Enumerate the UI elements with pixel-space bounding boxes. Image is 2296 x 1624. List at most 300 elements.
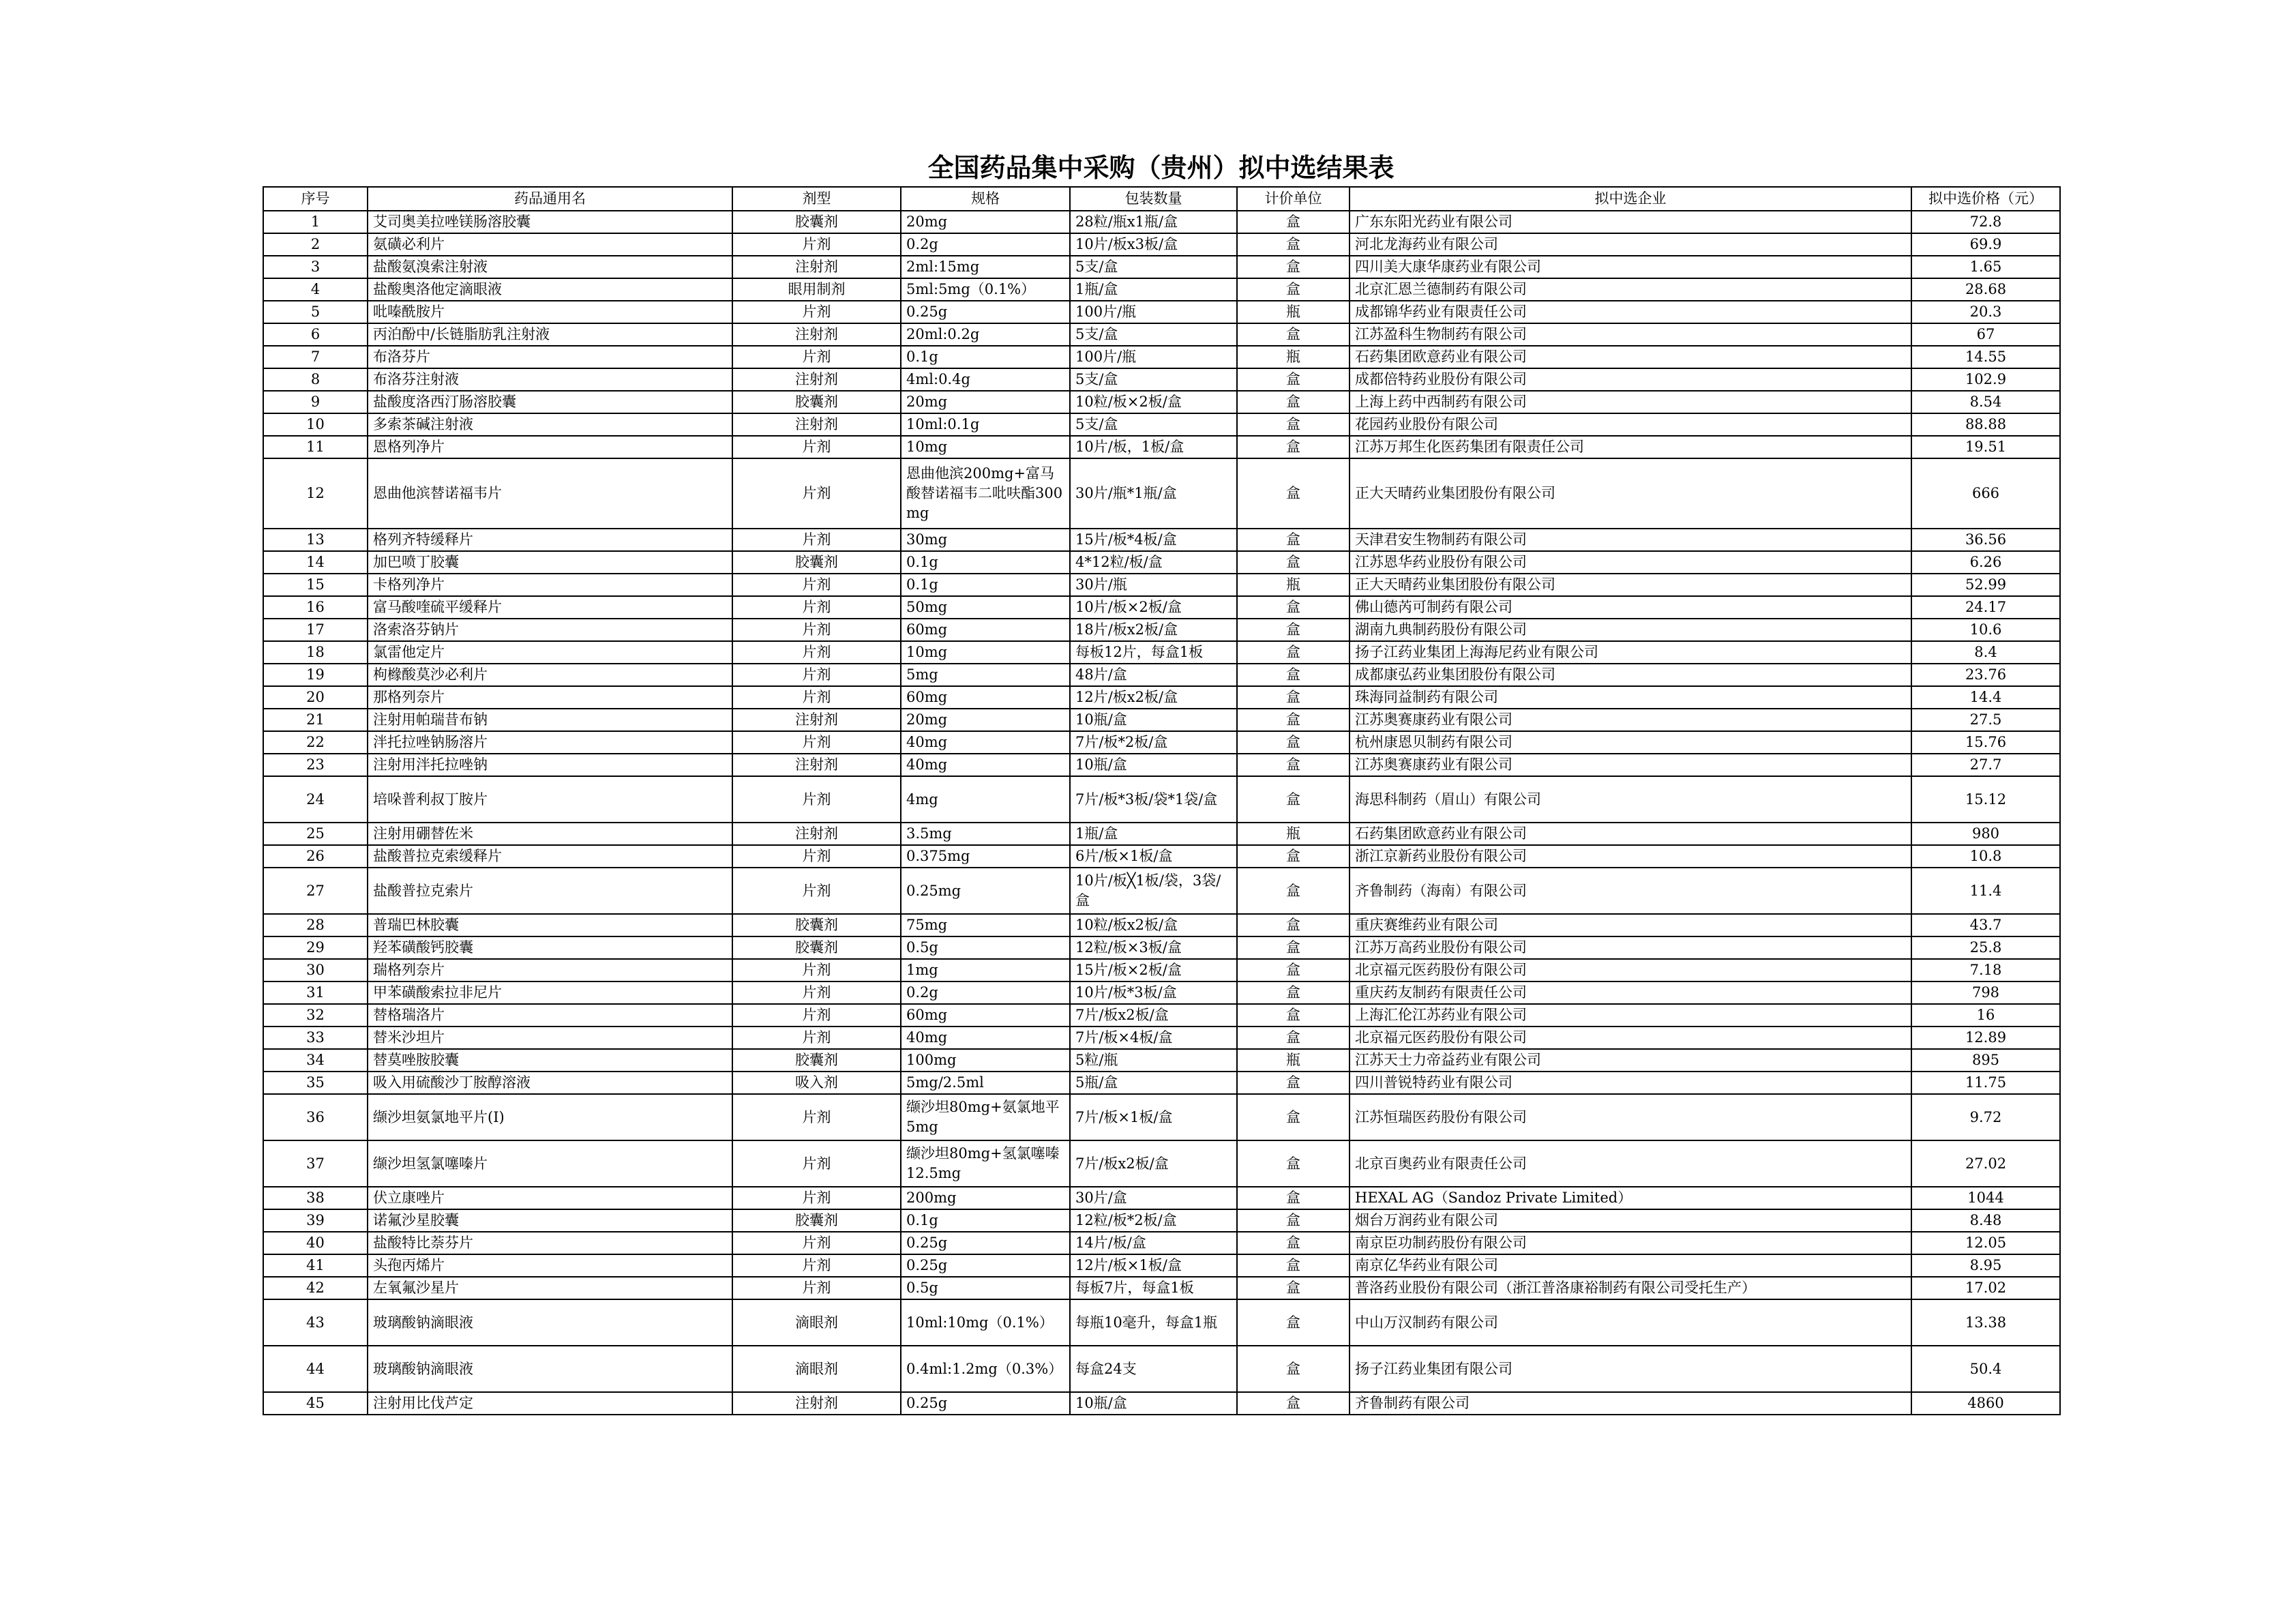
cell-drug-name: 盐酸普拉克索片: [368, 868, 732, 914]
cell-dosage-form: 胶囊剂: [732, 1049, 901, 1072]
cell-specification: 缬沙坦80mg+氢氯噻嗪12.5mg: [901, 1140, 1070, 1187]
cell-unit: 盒: [1237, 936, 1350, 959]
cell-package: 7片/板×1板/盒: [1070, 1094, 1237, 1140]
cell-package: 30片/盒: [1070, 1187, 1237, 1209]
cell-drug-name: 替格瑞洛片: [368, 1004, 732, 1027]
cell-drug-name: 布洛芬片: [368, 346, 732, 368]
cell-unit: 盒: [1237, 1277, 1350, 1299]
cell-unit: 盒: [1237, 1094, 1350, 1140]
cell-unit: 盒: [1237, 1346, 1350, 1392]
cell-package: 1瓶/盒: [1070, 823, 1237, 845]
cell-index: 44: [263, 1346, 368, 1392]
cell-price: 52.99: [1911, 574, 2060, 596]
cell-dosage-form: 胶囊剂: [732, 551, 901, 574]
cell-unit: 盒: [1237, 529, 1350, 551]
cell-price: 1.65: [1911, 256, 2060, 278]
cell-index: 41: [263, 1254, 368, 1277]
cell-price: 20.3: [1911, 301, 2060, 323]
cell-specification: 0.25g: [901, 1254, 1070, 1277]
cell-index: 35: [263, 1072, 368, 1094]
cell-specification: 30mg: [901, 529, 1070, 551]
cell-specification: 20mg: [901, 391, 1070, 413]
table-row: [263, 959, 2060, 981]
col-header-specification: 规格: [901, 187, 1070, 211]
cell-price: 16: [1911, 1004, 2060, 1027]
cell-package: 10片/板╳1板/袋，3袋/盒: [1070, 868, 1237, 914]
table-row: [263, 914, 2060, 936]
table-row: [263, 823, 2060, 845]
col-header-index: 序号: [263, 187, 368, 211]
cell-index: 18: [263, 641, 368, 664]
cell-specification: 20ml:0.2g: [901, 323, 1070, 346]
cell-specification: 0.25g: [901, 301, 1070, 323]
cell-price: 10.6: [1911, 619, 2060, 641]
table-row: [263, 1209, 2060, 1232]
cell-drug-name: 富马酸喹硫平缓释片: [368, 596, 732, 619]
cell-company: 天津君安生物制药有限公司: [1350, 529, 1911, 551]
cell-index: 19: [263, 664, 368, 686]
cell-price: 28.68: [1911, 278, 2060, 301]
cell-specification: 10ml:0.1g: [901, 413, 1070, 436]
cell-specification: 40mg: [901, 731, 1070, 754]
table-row: [263, 551, 2060, 574]
cell-price: 17.02: [1911, 1277, 2060, 1299]
table-row: [263, 1027, 2060, 1049]
col-header-dosage-form: 剂型: [732, 187, 901, 211]
cell-price: 6.26: [1911, 551, 2060, 574]
cell-specification: 0.5g: [901, 936, 1070, 959]
cell-drug-name: 左氧氟沙星片: [368, 1277, 732, 1299]
cell-index: 43: [263, 1299, 368, 1346]
cell-price: 7.18: [1911, 959, 2060, 981]
cell-company: 重庆药友制药有限责任公司: [1350, 981, 1911, 1004]
cell-dosage-form: 滴眼剂: [732, 1299, 901, 1346]
cell-drug-name: 恩曲他滨替诺福韦片: [368, 458, 732, 529]
cell-dosage-form: 片剂: [732, 1254, 901, 1277]
cell-company: 成都锦华药业有限责任公司: [1350, 301, 1911, 323]
cell-package: 7片/板x2板/盒: [1070, 1140, 1237, 1187]
cell-package: 100片/瓶: [1070, 346, 1237, 368]
table-row: [263, 1187, 2060, 1209]
table-row: [263, 1232, 2060, 1254]
cell-specification: 10mg: [901, 641, 1070, 664]
cell-dosage-form: 片剂: [732, 346, 901, 368]
table-row: [263, 1392, 2060, 1415]
cell-specification: 4mg: [901, 776, 1070, 823]
cell-index: 22: [263, 731, 368, 754]
cell-package: 15片/板*4板/盒: [1070, 529, 1237, 551]
cell-company: 普洛药业股份有限公司（浙江普洛康裕制药有限公司受托生产）: [1350, 1277, 1911, 1299]
cell-price: 9.72: [1911, 1094, 2060, 1140]
cell-package: 48片/盒: [1070, 664, 1237, 686]
cell-drug-name: 普瑞巴林胶囊: [368, 914, 732, 936]
table-row: [263, 436, 2060, 458]
cell-index: 34: [263, 1049, 368, 1072]
cell-dosage-form: 片剂: [732, 1140, 901, 1187]
cell-specification: 20mg: [901, 211, 1070, 233]
cell-index: 26: [263, 845, 368, 868]
table-row: [263, 596, 2060, 619]
cell-price: 13.38: [1911, 1299, 2060, 1346]
cell-drug-name: 甲苯磺酸索拉非尼片: [368, 981, 732, 1004]
cell-package: 5支/盒: [1070, 368, 1237, 391]
cell-unit: 盒: [1237, 754, 1350, 776]
cell-specification: 0.25mg: [901, 868, 1070, 914]
cell-specification: 0.375mg: [901, 845, 1070, 868]
table-row: [263, 278, 2060, 301]
cell-index: 36: [263, 1094, 368, 1140]
cell-unit: 瓶: [1237, 346, 1350, 368]
cell-specification: 0.2g: [901, 233, 1070, 256]
cell-drug-name: 盐酸特比萘芬片: [368, 1232, 732, 1254]
table-row: [263, 709, 2060, 731]
cell-package: 15片/板×2板/盒: [1070, 959, 1237, 981]
cell-drug-name: 氯雷他定片: [368, 641, 732, 664]
cell-unit: 瓶: [1237, 574, 1350, 596]
cell-specification: 0.1g: [901, 346, 1070, 368]
cell-index: 3: [263, 256, 368, 278]
cell-index: 38: [263, 1187, 368, 1209]
cell-dosage-form: 片剂: [732, 596, 901, 619]
cell-company: 江苏恩华药业股份有限公司: [1350, 551, 1911, 574]
table-row: [263, 346, 2060, 368]
cell-dosage-form: 片剂: [732, 1277, 901, 1299]
cell-package: 5粒/瓶: [1070, 1049, 1237, 1072]
cell-company: 北京福元医药股份有限公司: [1350, 959, 1911, 981]
cell-specification: 10ml:10mg（0.1%）: [901, 1299, 1070, 1346]
cell-drug-name: 替米沙坦片: [368, 1027, 732, 1049]
cell-unit: 盒: [1237, 981, 1350, 1004]
cell-index: 40: [263, 1232, 368, 1254]
cell-price: 12.05: [1911, 1232, 2060, 1254]
cell-company: 南京臣功制药股份有限公司: [1350, 1232, 1911, 1254]
cell-price: 11.75: [1911, 1072, 2060, 1094]
cell-unit: 盒: [1237, 1254, 1350, 1277]
cell-specification: 40mg: [901, 1027, 1070, 1049]
cell-dosage-form: 吸入剂: [732, 1072, 901, 1094]
cell-dosage-form: 片剂: [732, 1027, 901, 1049]
cell-unit: 盒: [1237, 413, 1350, 436]
cell-price: 27.7: [1911, 754, 2060, 776]
cell-drug-name: 羟苯磺酸钙胶囊: [368, 936, 732, 959]
cell-company: 四川美大康华康药业有限公司: [1350, 256, 1911, 278]
cell-dosage-form: 注射剂: [732, 256, 901, 278]
cell-dosage-form: 注射剂: [732, 823, 901, 845]
cell-index: 4: [263, 278, 368, 301]
cell-specification: 2ml:15mg: [901, 256, 1070, 278]
cell-drug-name: 盐酸度洛西汀肠溶胶囊: [368, 391, 732, 413]
cell-company: 江苏奥赛康药业有限公司: [1350, 754, 1911, 776]
cell-unit: 盒: [1237, 436, 1350, 458]
cell-drug-name: 氨磺必利片: [368, 233, 732, 256]
cell-dosage-form: 滴眼剂: [732, 1346, 901, 1392]
cell-price: 12.89: [1911, 1027, 2060, 1049]
cell-specification: 0.25g: [901, 1392, 1070, 1415]
cell-drug-name: 丙泊酚中/长链脂肪乳注射液: [368, 323, 732, 346]
cell-drug-name: 泮托拉唑钠肠溶片: [368, 731, 732, 754]
cell-unit: 盒: [1237, 845, 1350, 868]
cell-drug-name: 加巴喷丁胶囊: [368, 551, 732, 574]
cell-price: 980: [1911, 823, 2060, 845]
table-row: [263, 574, 2060, 596]
cell-index: 30: [263, 959, 368, 981]
cell-specification: 3.5mg: [901, 823, 1070, 845]
table-row: [263, 981, 2060, 1004]
cell-specification: 0.1g: [901, 551, 1070, 574]
cell-index: 39: [263, 1209, 368, 1232]
cell-dosage-form: 注射剂: [732, 323, 901, 346]
cell-drug-name: 洛索洛芬钠片: [368, 619, 732, 641]
cell-package: 10瓶/盒: [1070, 1392, 1237, 1415]
table-row: [263, 391, 2060, 413]
cell-company: 江苏万邦生化医药集团有限责任公司: [1350, 436, 1911, 458]
cell-unit: 盒: [1237, 1209, 1350, 1232]
cell-price: 15.12: [1911, 776, 2060, 823]
cell-dosage-form: 片剂: [732, 1187, 901, 1209]
cell-dosage-form: 注射剂: [732, 709, 901, 731]
cell-package: 12片/板x2板/盒: [1070, 686, 1237, 709]
cell-specification: 1mg: [901, 959, 1070, 981]
cell-dosage-form: 片剂: [732, 529, 901, 551]
cell-index: 11: [263, 436, 368, 458]
cell-drug-name: 布洛芬注射液: [368, 368, 732, 391]
cell-package: 30片/瓶*1瓶/盒: [1070, 458, 1237, 529]
cell-company: 河北龙海药业有限公司: [1350, 233, 1911, 256]
cell-specification: 50mg: [901, 596, 1070, 619]
cell-dosage-form: 注射剂: [732, 413, 901, 436]
cell-specification: 75mg: [901, 914, 1070, 936]
cell-package: 10片/板*3板/盒: [1070, 981, 1237, 1004]
cell-index: 21: [263, 709, 368, 731]
cell-specification: 0.2g: [901, 981, 1070, 1004]
cell-package: 10瓶/盒: [1070, 709, 1237, 731]
cell-price: 25.8: [1911, 936, 2060, 959]
table-row: [263, 1094, 2060, 1140]
table-row: [263, 1140, 2060, 1187]
cell-dosage-form: 片剂: [732, 868, 901, 914]
cell-dosage-form: 片剂: [732, 981, 901, 1004]
cell-company: 珠海同益制药有限公司: [1350, 686, 1911, 709]
cell-index: 29: [263, 936, 368, 959]
cell-drug-name: 盐酸氨溴索注射液: [368, 256, 732, 278]
cell-package: 每瓶10毫升，每盒1瓶: [1070, 1299, 1237, 1346]
cell-unit: 盒: [1237, 868, 1350, 914]
cell-drug-name: 诺氟沙星胶囊: [368, 1209, 732, 1232]
cell-drug-name: 注射用硼替佐米: [368, 823, 732, 845]
cell-drug-name: 玻璃酸钠滴眼液: [368, 1346, 732, 1392]
cell-dosage-form: 片剂: [732, 686, 901, 709]
cell-package: 每板12片，每盒1板: [1070, 641, 1237, 664]
cell-drug-name: 伏立康唑片: [368, 1187, 732, 1209]
table-row: [263, 233, 2060, 256]
cell-company: 成都倍特药业股份有限公司: [1350, 368, 1911, 391]
table-row: [263, 211, 2060, 233]
cell-price: 15.76: [1911, 731, 2060, 754]
cell-dosage-form: 片剂: [732, 574, 901, 596]
cell-company: 花园药业股份有限公司: [1350, 413, 1911, 436]
col-header-company: 拟中选企业: [1350, 187, 1911, 211]
cell-package: 10片/板，1板/盒: [1070, 436, 1237, 458]
cell-dosage-form: 片剂: [732, 641, 901, 664]
cell-specification: 恩曲他滨200mg+富马酸替诺福韦二吡呋酯300mg: [901, 458, 1070, 529]
cell-dosage-form: 片剂: [732, 1004, 901, 1027]
cell-price: 27.02: [1911, 1140, 2060, 1187]
cell-price: 50.4: [1911, 1346, 2060, 1392]
cell-package: 7片/板×4板/盒: [1070, 1027, 1237, 1049]
cell-price: 666: [1911, 458, 2060, 529]
table-row: [263, 1004, 2060, 1027]
cell-package: 12片/板×1板/盒: [1070, 1254, 1237, 1277]
cell-drug-name: 艾司奥美拉唑镁肠溶胶囊: [368, 211, 732, 233]
cell-dosage-form: 片剂: [732, 1094, 901, 1140]
cell-index: 13: [263, 529, 368, 551]
cell-price: 8.54: [1911, 391, 2060, 413]
cell-package: 28粒/瓶x1瓶/盒: [1070, 211, 1237, 233]
cell-index: 14: [263, 551, 368, 574]
cell-unit: 盒: [1237, 1027, 1350, 1049]
cell-package: 10瓶/盒: [1070, 754, 1237, 776]
cell-company: 扬子江药业集团有限公司: [1350, 1346, 1911, 1392]
cell-company: 北京福元医药股份有限公司: [1350, 1027, 1911, 1049]
cell-dosage-form: 片剂: [732, 959, 901, 981]
table-row: [263, 1049, 2060, 1072]
cell-unit: 盒: [1237, 211, 1350, 233]
cell-index: 9: [263, 391, 368, 413]
cell-specification: 5mg: [901, 664, 1070, 686]
cell-unit: 盒: [1237, 233, 1350, 256]
cell-company: 石药集团欧意药业有限公司: [1350, 823, 1911, 845]
cell-unit: 盒: [1237, 914, 1350, 936]
cell-unit: 盒: [1237, 1299, 1350, 1346]
table-row: [263, 1072, 2060, 1094]
cell-package: 10粒/板×2板/盒: [1070, 391, 1237, 413]
table-body: [263, 211, 2060, 1415]
cell-drug-name: 吸入用硫酸沙丁胺醇溶液: [368, 1072, 732, 1094]
cell-company: 湖南九典制药股份有限公司: [1350, 619, 1911, 641]
cell-package: 4*12粒/板/盒: [1070, 551, 1237, 574]
cell-drug-name: 盐酸奥洛他定滴眼液: [368, 278, 732, 301]
cell-specification: 40mg: [901, 754, 1070, 776]
cell-specification: 0.25g: [901, 1232, 1070, 1254]
cell-drug-name: 缬沙坦氨氯地平片(Ⅰ): [368, 1094, 732, 1140]
cell-index: 25: [263, 823, 368, 845]
cell-package: 6片/板×1板/盒: [1070, 845, 1237, 868]
cell-company: 北京汇恩兰德制药有限公司: [1350, 278, 1911, 301]
cell-dosage-form: 注射剂: [732, 1392, 901, 1415]
cell-company: 齐鲁制药（海南）有限公司: [1350, 868, 1911, 914]
table-row: [263, 641, 2060, 664]
cell-unit: 盒: [1237, 664, 1350, 686]
cell-company: 江苏万高药业股份有限公司: [1350, 936, 1911, 959]
cell-index: 20: [263, 686, 368, 709]
cell-index: 2: [263, 233, 368, 256]
cell-company: 广东东阳光药业有限公司: [1350, 211, 1911, 233]
cell-package: 5支/盒: [1070, 256, 1237, 278]
cell-package: 12粒/板×3板/盒: [1070, 936, 1237, 959]
cell-price: 8.4: [1911, 641, 2060, 664]
cell-unit: 盒: [1237, 596, 1350, 619]
cell-index: 27: [263, 868, 368, 914]
cell-index: 31: [263, 981, 368, 1004]
cell-unit: 盒: [1237, 256, 1350, 278]
cell-package: 7片/板x2板/盒: [1070, 1004, 1237, 1027]
results-table: [263, 186, 2061, 1415]
cell-drug-name: 格列齐特缓释片: [368, 529, 732, 551]
table-row: [263, 301, 2060, 323]
table-row: [263, 619, 2060, 641]
table-row: [263, 1254, 2060, 1277]
cell-price: 19.51: [1911, 436, 2060, 458]
cell-unit: 盒: [1237, 1140, 1350, 1187]
cell-drug-name: 卡格列净片: [368, 574, 732, 596]
table-row: [263, 368, 2060, 391]
table-row: [263, 458, 2060, 529]
cell-index: 10: [263, 413, 368, 436]
cell-price: 4860: [1911, 1392, 2060, 1415]
cell-index: 1: [263, 211, 368, 233]
cell-package: 12粒/板*2板/盒: [1070, 1209, 1237, 1232]
cell-package: 5支/盒: [1070, 413, 1237, 436]
cell-dosage-form: 胶囊剂: [732, 936, 901, 959]
cell-dosage-form: 片剂: [732, 776, 901, 823]
cell-company: HEXAL AG（Sandoz Private Limited）: [1350, 1187, 1911, 1209]
cell-index: 45: [263, 1392, 368, 1415]
cell-unit: 盒: [1237, 1072, 1350, 1094]
cell-index: 24: [263, 776, 368, 823]
col-header-package: 包装数量: [1070, 187, 1237, 211]
cell-price: 14.55: [1911, 346, 2060, 368]
cell-dosage-form: 胶囊剂: [732, 211, 901, 233]
cell-unit: 盒: [1237, 686, 1350, 709]
cell-unit: 盒: [1237, 776, 1350, 823]
cell-unit: 盒: [1237, 323, 1350, 346]
cell-index: 32: [263, 1004, 368, 1027]
cell-company: 烟台万润药业有限公司: [1350, 1209, 1911, 1232]
cell-unit: 瓶: [1237, 1049, 1350, 1072]
cell-package: 30片/瓶: [1070, 574, 1237, 596]
cell-unit: 盒: [1237, 731, 1350, 754]
cell-company: 北京百奥药业有限责任公司: [1350, 1140, 1911, 1187]
cell-dosage-form: 注射剂: [732, 368, 901, 391]
cell-drug-name: 吡嗪酰胺片: [368, 301, 732, 323]
cell-dosage-form: 片剂: [732, 1232, 901, 1254]
cell-drug-name: 头孢丙烯片: [368, 1254, 732, 1277]
cell-dosage-form: 片剂: [732, 436, 901, 458]
cell-price: 23.76: [1911, 664, 2060, 686]
cell-specification: 60mg: [901, 1004, 1070, 1027]
cell-price: 8.48: [1911, 1209, 2060, 1232]
table-row: [263, 413, 2060, 436]
cell-index: 16: [263, 596, 368, 619]
cell-package: 7片/板*2板/盒: [1070, 731, 1237, 754]
cell-price: 43.7: [1911, 914, 2060, 936]
table-row: [263, 936, 2060, 959]
cell-price: 10.8: [1911, 845, 2060, 868]
table-row: [263, 776, 2060, 823]
cell-specification: 200mg: [901, 1187, 1070, 1209]
cell-dosage-form: 胶囊剂: [732, 391, 901, 413]
cell-unit: 盒: [1237, 1004, 1350, 1027]
table-row: [263, 845, 2060, 868]
cell-company: 江苏天士力帝益药业有限公司: [1350, 1049, 1911, 1072]
cell-company: 成都康弘药业集团股份有限公司: [1350, 664, 1911, 686]
cell-price: 895: [1911, 1049, 2060, 1072]
table-row: [263, 1277, 2060, 1299]
cell-price: 11.4: [1911, 868, 2060, 914]
cell-company: 江苏恒瑞医药股份有限公司: [1350, 1094, 1911, 1140]
table-row: [263, 529, 2060, 551]
table-row: [263, 731, 2060, 754]
